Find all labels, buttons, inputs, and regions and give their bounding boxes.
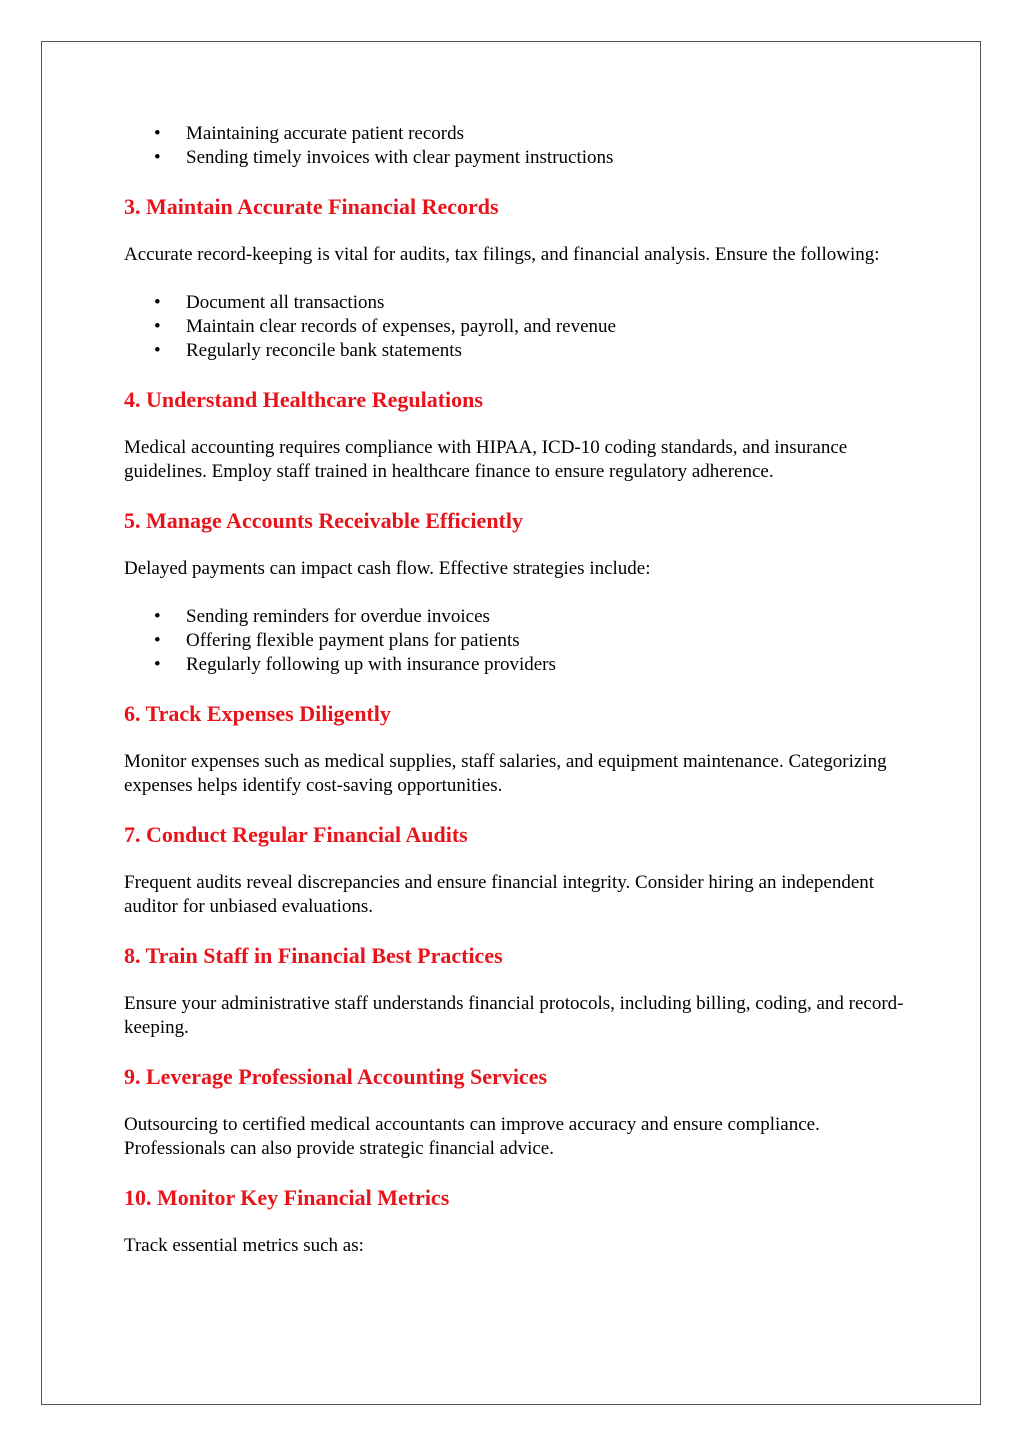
section-body: Track essential metrics such as:	[124, 1235, 364, 1256]
section-body: Medical accounting requires compliance with HIPAA, ICD-10 coding standards, and insurance guidelines. Employ staff trained in healthcare finance to ensure regulatory adherence.	[124, 437, 848, 482]
list-item: • Maintaining accurate patient records	[124, 122, 904, 146]
section-heading: 10. Monitor Key Financial Metrics	[124, 1185, 450, 1210]
list-item: • Regularly following up with insurance providers	[124, 653, 904, 677]
bullet-list	[124, 605, 904, 677]
section-body: Monitor expenses such as medical supplies, staff salaries, and equipment maintenance. Categorizing expenses helps identify cost-saving opportunities.	[124, 751, 887, 796]
section-body: Accurate record-keeping is vital for audits, tax filings, and financial analysis. Ensure the following:	[124, 244, 880, 265]
section-body: Ensure your administrative staff understands financial protocols, including billing, coding, and record-keeping.	[124, 993, 904, 1038]
section-heading: 4. Understand Healthcare Regulations	[124, 387, 483, 412]
section-heading: 6. Track Expenses Diligently	[124, 701, 391, 726]
list-item: • Maintain clear records of expenses, payroll, and revenue	[124, 315, 904, 339]
section-body: Delayed payments can impact cash flow. Effective strategies include:	[124, 558, 651, 579]
list-item: • Regularly reconcile bank statements	[124, 339, 904, 363]
section-body: Frequent audits reveal discrepancies and ensure financial integrity. Consider hiring an independent auditor for unbiased evaluations.	[124, 872, 875, 917]
intro-bullet-list	[124, 122, 904, 170]
list-item: • Sending reminders for overdue invoices	[124, 605, 904, 629]
section-body: Outsourcing to certified medical accountants can improve accuracy and ensure compliance. Professionals can also provide strategic financial advice.	[124, 1114, 820, 1159]
list-item: • Sending timely invoices with clear payment instructions	[124, 146, 904, 170]
bullet-list	[124, 291, 904, 363]
section-heading: 3. Maintain Accurate Financial Records	[124, 194, 499, 219]
section-heading: 5. Manage Accounts Receivable Efficiently	[124, 508, 523, 533]
section-heading: 8. Train Staff in Financial Best Practices	[124, 943, 503, 968]
list-item: • Offering flexible payment plans for patients	[124, 629, 904, 653]
list-item: • Document all transactions	[124, 291, 904, 315]
section-heading: 9. Leverage Professional Accounting Services	[124, 1064, 548, 1089]
document-content	[124, 122, 904, 1258]
section-heading: 7. Conduct Regular Financial Audits	[124, 822, 468, 847]
